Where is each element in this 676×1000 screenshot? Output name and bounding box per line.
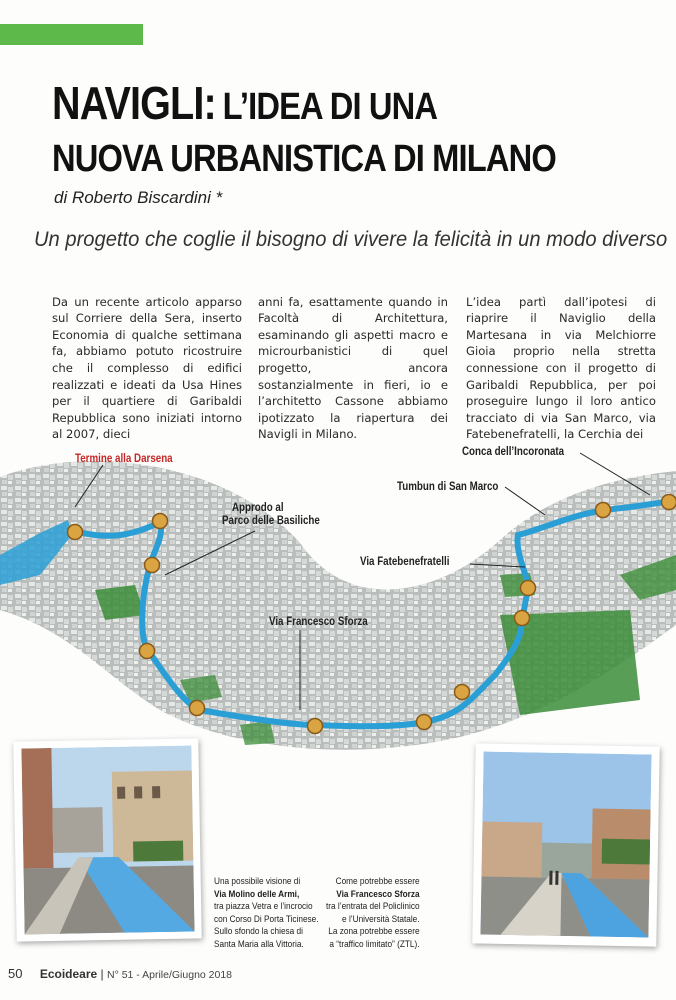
- lock-node: [515, 611, 530, 626]
- photo-via-francesco-sforza: [472, 743, 659, 946]
- lock-node: [662, 495, 676, 510]
- map-label-conca: Conca dell’Incoronata: [462, 446, 565, 458]
- body-column-3: L’idea partì dall’ipotesi di riaprire il Naviglio della Martesana in via Melchiorre Gioia proprio nella stretta connessione con il progetto di Garibaldi Repubblica, per poi proseguire lungo il loro antico tracciato di via San Marco, via Fatebenefratelli, la Cerchia dei: [466, 294, 656, 442]
- caption-right-line: e l’Università Statale.: [342, 912, 420, 924]
- magazine-name: Ecoideare: [39, 967, 98, 981]
- park-area: [240, 721, 275, 745]
- lock-node: [68, 525, 83, 540]
- lock-node: [140, 644, 155, 659]
- caption-right-line: Come potrebbe essere: [335, 875, 420, 886]
- caption-right: [326, 875, 420, 951]
- caption-left-street: [214, 888, 319, 901]
- lock-node: [145, 558, 160, 573]
- page-footer: [8, 966, 232, 981]
- section-color-bar: [0, 24, 143, 45]
- map-label-sforza: Via Francesco Sforza: [269, 616, 368, 628]
- navigli-route-map: [0, 425, 676, 755]
- title-rest: L’IDEA DI UNA: [222, 86, 438, 128]
- map-label-darsena: Termine alla Darsena: [75, 453, 173, 465]
- lock-node: [417, 715, 432, 730]
- aerial-map-illustration: [0, 425, 676, 755]
- map-label-fatebenefratelli: Via Fatebenefratelli: [360, 556, 450, 568]
- lock-node: [308, 719, 323, 734]
- article-title: [52, 78, 556, 186]
- caption-right-street: [326, 888, 420, 901]
- body-column-2: anni fa, esattamente quando in Facoltà di Architettura, esaminando gli aspetti macro e microurbanistici di quel progetto, ancora sostanzialmente in fieri, io e l’architetto Cassone abbiamo ipotizzato la riapertura dei Navigli in Milano.: [258, 294, 448, 442]
- map-label-approdo-line1: Approdo al: [232, 502, 284, 514]
- caption-right-line: La zona potrebbe essere: [328, 925, 420, 937]
- lock-node: [596, 503, 611, 518]
- lock-node: [190, 701, 205, 716]
- label-pointer: [505, 487, 545, 515]
- caption-right-line: a “traffico limitato” (ZTL).: [329, 937, 420, 949]
- caption-left-line: tra piazza Vetra e l’incrocio: [214, 900, 313, 912]
- issue-info: N° 51 - Aprile/Giugno 2018: [107, 969, 233, 981]
- caption-right-line: tra l’entrata del Policlinico: [326, 900, 420, 912]
- photo-via-molino-delle-armi: [13, 738, 201, 941]
- map-label-approdo-line2: Parco delle Basiliche: [222, 515, 320, 527]
- body-column-1: Da un recente articolo apparso sul Corriere della Sera, inserto Economia di qualche settimana fa, abbiamo potuto ricostruire che il complesso di edifici realizzati e ideati da Usa Hines per il quartiere di Garibaldi Repubblica sono iniziati intorno al 2007, dieci: [52, 294, 242, 442]
- page-number: 50: [8, 966, 23, 981]
- caption-left-street-name: Via Molino delle Armi,: [214, 887, 300, 899]
- rendering-image: [480, 752, 651, 938]
- article-author: di Roberto Biscardini *: [54, 188, 223, 207]
- caption-left-line: con Corso Di Porta Ticinese.: [214, 912, 319, 924]
- title-line-2: NUOVA URBANISTICA DI MILANO: [52, 138, 556, 180]
- title-keyword: NAVIGLI:: [52, 77, 216, 129]
- caption-left-line: Santa Maria alla Vittoria.: [214, 937, 304, 949]
- map-label-tumbun: Tumbun di San Marco: [397, 481, 499, 493]
- caption-left: [214, 875, 319, 951]
- footer-separator: |: [100, 967, 104, 981]
- rendering-image: [21, 746, 194, 935]
- lock-node: [153, 514, 168, 529]
- lock-node: [455, 685, 470, 700]
- caption-left-line: Sullo sfondo la chiesa di: [214, 925, 303, 937]
- caption-left-line: Una possibile visione di: [214, 875, 301, 886]
- lock-node: [521, 581, 536, 596]
- article-subtitle: Un progetto che coglie il bisogno di vivere la felicità in un modo diverso: [34, 228, 668, 251]
- caption-right-street-name: Via Francesco Sforza: [336, 887, 420, 899]
